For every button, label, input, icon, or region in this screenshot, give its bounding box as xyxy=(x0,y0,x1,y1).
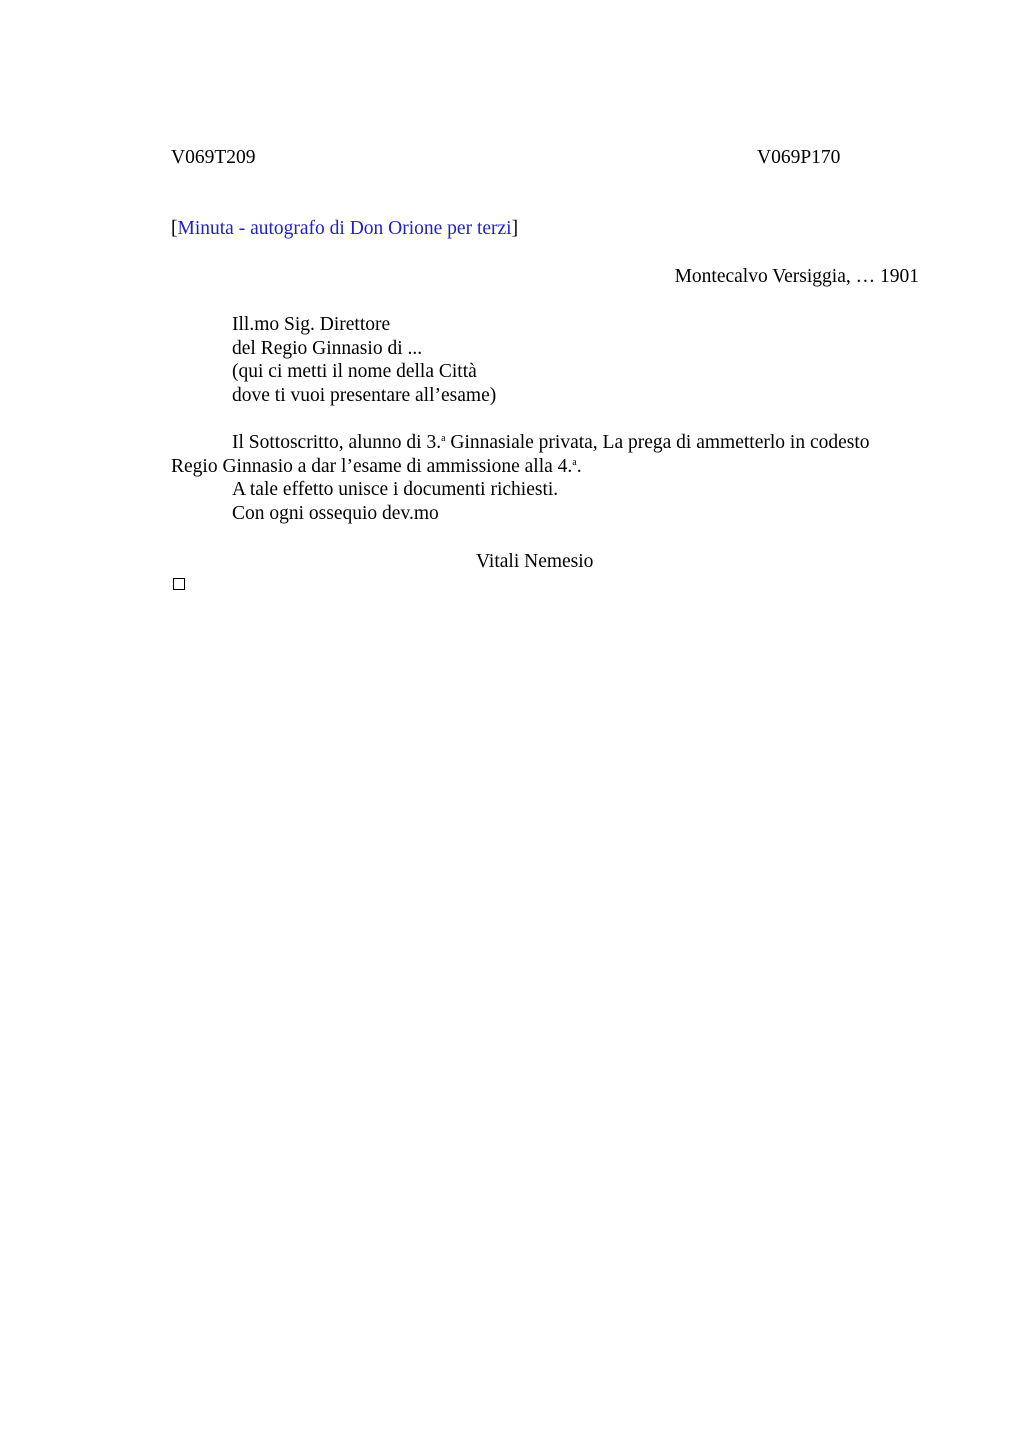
place-date: Montecalvo Versiggia, … 1901 xyxy=(674,266,919,287)
body-text-run: Il Sottoscritto, alunno di 3. xyxy=(232,432,442,453)
letter-body xyxy=(171,431,916,525)
body-paragraph xyxy=(171,431,916,478)
heading-close-bracket: ] xyxy=(511,218,519,239)
body-paragraph: Con ogni ossequio dev.mo xyxy=(232,502,439,524)
body-paragraph: A tale effetto unisce i documenti richiesti. xyxy=(232,479,559,500)
addressee-line: dove ti vuoi presentare all’esame) xyxy=(232,384,497,406)
square-outline-icon xyxy=(173,578,185,590)
document-heading xyxy=(171,217,518,241)
heading-open-bracket: [ xyxy=(171,218,178,239)
addressee-line: del Regio Ginnasio di ... xyxy=(232,337,423,359)
superscript: a xyxy=(441,433,446,444)
heading-label: Minuta - autografo di Don Orione per terzi xyxy=(177,218,512,239)
body-text-run: Ginnasiale privata, La prega di ammetterlo in codesto Regio Ginnasio a dar l’esame di ammissione alla 4. xyxy=(171,432,870,477)
document-code-left: V069T209 xyxy=(171,147,256,168)
addressee-line: Ill.mo Sig. Direttore xyxy=(232,314,391,335)
addressee-line: (qui ci metti il nome della Città xyxy=(232,361,477,382)
superscript: a xyxy=(572,456,577,468)
document-code-right: V069P170 xyxy=(757,147,841,168)
addressee-block xyxy=(232,313,496,407)
body-text-run: . xyxy=(576,455,582,477)
signature: Vitali Nemesio xyxy=(476,551,594,572)
